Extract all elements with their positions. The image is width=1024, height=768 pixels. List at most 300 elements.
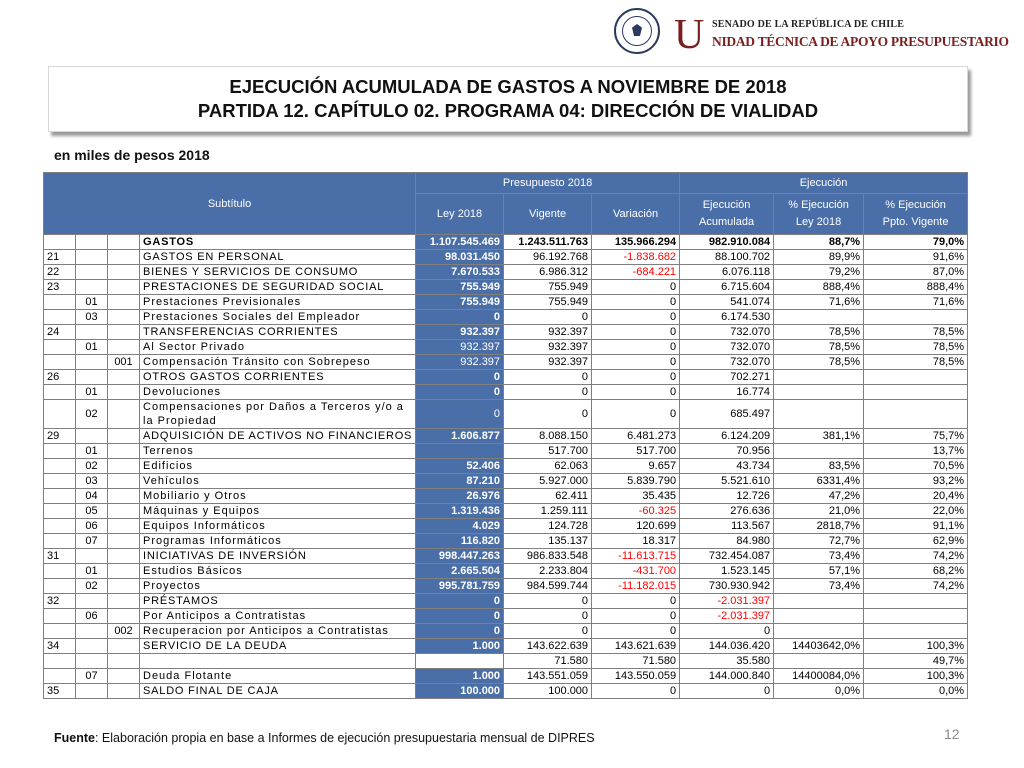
- cell-var: 6.481.273: [592, 429, 680, 444]
- cell-var: 0: [592, 310, 680, 325]
- table-body: [44, 235, 968, 699]
- cell-pley: [774, 400, 864, 429]
- cell-ley: 100.000: [416, 684, 504, 699]
- cell-acum: 732.454.087: [680, 549, 774, 564]
- cell-acum: -2.031.397: [680, 609, 774, 624]
- cell-pvig: 70,5%: [864, 459, 968, 474]
- cell-vig: 143.622.639: [504, 639, 592, 654]
- cell-c3: [108, 295, 140, 310]
- cell-vig: 0: [504, 310, 592, 325]
- cell-vig: 0: [504, 370, 592, 385]
- cell-acum: 730.930.942: [680, 579, 774, 594]
- cell-vig: 100.000: [504, 684, 592, 699]
- cell-c3: [108, 684, 140, 699]
- cell-acum: 6.076.118: [680, 265, 774, 280]
- cell-name: Devoluciones: [140, 385, 416, 400]
- cell-c1: 21: [44, 250, 76, 265]
- cell-c2: [76, 654, 108, 669]
- cell-acum: 5.521.610: [680, 474, 774, 489]
- cell-ley: 7.670.533: [416, 265, 504, 280]
- cell-pley: 79,2%: [774, 265, 864, 280]
- cell-var: 143.550.059: [592, 669, 680, 684]
- cell-pvig: 13,7%: [864, 444, 968, 459]
- cell-pley: 83,5%: [774, 459, 864, 474]
- cell-ley: 0: [416, 609, 504, 624]
- cell-ley: 1.000: [416, 669, 504, 684]
- cell-c2: 02: [76, 400, 108, 429]
- cell-c2: 03: [76, 474, 108, 489]
- cell-c1: [44, 534, 76, 549]
- cell-c3: 001: [108, 355, 140, 370]
- table-row: [44, 235, 968, 250]
- cell-ley: 995.781.759: [416, 579, 504, 594]
- cell-var: 9.657: [592, 459, 680, 474]
- table-row: [44, 265, 968, 280]
- cell-acum: 113.567: [680, 519, 774, 534]
- cell-c3: [108, 235, 140, 250]
- cell-acum: 0: [680, 684, 774, 699]
- cell-name: Equipos Informáticos: [140, 519, 416, 534]
- cell-pvig: 888,4%: [864, 280, 968, 295]
- cell-acum: 70.956: [680, 444, 774, 459]
- cell-c2: [76, 265, 108, 280]
- cell-pley: 0,0%: [774, 684, 864, 699]
- cell-pley: [774, 654, 864, 669]
- table-row: [44, 340, 968, 355]
- logo-letter: U: [674, 12, 705, 58]
- cell-name: GASTOS EN PERSONAL: [140, 250, 416, 265]
- cell-c1: [44, 295, 76, 310]
- cell-pley: 73,4%: [774, 549, 864, 564]
- cell-pley: 2818,7%: [774, 519, 864, 534]
- cell-var: 18.317: [592, 534, 680, 549]
- cell-ley: 0: [416, 310, 504, 325]
- cell-var: 143.621.639: [592, 639, 680, 654]
- cell-c3: [108, 564, 140, 579]
- cell-var: -1.838.682: [592, 250, 680, 265]
- cell-c1: [44, 310, 76, 325]
- cell-pvig: 68,2%: [864, 564, 968, 579]
- table-row: [44, 250, 968, 265]
- cell-pvig: 78,5%: [864, 340, 968, 355]
- cell-pley: 47,2%: [774, 489, 864, 504]
- cell-pley: 6331,4%: [774, 474, 864, 489]
- cell-c3: [108, 609, 140, 624]
- cell-c2: [76, 280, 108, 295]
- cell-name: SERVICIO DE LA DEUDA: [140, 639, 416, 654]
- cell-name: Mobiliario y Otros: [140, 489, 416, 504]
- cell-vig: 6.986.312: [504, 265, 592, 280]
- cell-c1: [44, 385, 76, 400]
- table-row: [44, 579, 968, 594]
- cell-c1: [44, 669, 76, 684]
- cell-vig: 124.728: [504, 519, 592, 534]
- table-row: [44, 474, 968, 489]
- cell-c3: [108, 639, 140, 654]
- cell-pley: [774, 310, 864, 325]
- cell-pley: [774, 444, 864, 459]
- table-row: [44, 564, 968, 579]
- cell-name: GASTOS: [140, 235, 416, 250]
- cell-var: 0: [592, 684, 680, 699]
- cell-c3: [108, 519, 140, 534]
- cell-ley: 52.406: [416, 459, 504, 474]
- cell-name: Vehículos: [140, 474, 416, 489]
- header-ejecucion: Ejecución: [680, 173, 968, 194]
- cell-c1: [44, 564, 76, 579]
- cell-var: -11.613.715: [592, 549, 680, 564]
- cell-c2: [76, 684, 108, 699]
- table-row: [44, 429, 968, 444]
- cell-acum: 35.580: [680, 654, 774, 669]
- cell-c2: [76, 325, 108, 340]
- cell-ley: 1.319.436: [416, 504, 504, 519]
- cell-name: Estudios Básicos: [140, 564, 416, 579]
- cell-c2: [76, 639, 108, 654]
- cell-c1: 26: [44, 370, 76, 385]
- cell-name: Proyectos: [140, 579, 416, 594]
- cell-pvig: 100,3%: [864, 669, 968, 684]
- cell-var: -431.700: [592, 564, 680, 579]
- cell-acum: 6.174.530: [680, 310, 774, 325]
- cell-pvig: 0,0%: [864, 684, 968, 699]
- cell-name: Por Anticipos a Contratistas: [140, 609, 416, 624]
- table-row: [44, 385, 968, 400]
- cell-c1: [44, 400, 76, 429]
- cell-var: 5.839.790: [592, 474, 680, 489]
- cell-c1: [44, 489, 76, 504]
- header-pct-ley: % Ejecución Ley 2018: [774, 194, 864, 235]
- cell-var: 0: [592, 355, 680, 370]
- cell-acum: 144.000.840: [680, 669, 774, 684]
- cell-acum: 732.070: [680, 340, 774, 355]
- cell-c2: 01: [76, 385, 108, 400]
- cell-name: Al Sector Privado: [140, 340, 416, 355]
- cell-c3: [108, 594, 140, 609]
- title-line1: EJECUCIÓN ACUMULADA DE GASTOS A NOVIEMBRE DE 2018: [229, 76, 787, 97]
- cell-pvig: [864, 624, 968, 639]
- table-row: [44, 459, 968, 474]
- cell-var: 0: [592, 385, 680, 400]
- cell-c3: [108, 579, 140, 594]
- cell-pvig: 78,5%: [864, 355, 968, 370]
- cell-var: 0: [592, 624, 680, 639]
- cell-vig: 143.551.059: [504, 669, 592, 684]
- table-row: [44, 684, 968, 699]
- table-row: [44, 609, 968, 624]
- cell-var: 517.700: [592, 444, 680, 459]
- cell-name: BIENES Y SERVICIOS DE CONSUMO: [140, 265, 416, 280]
- cell-pley: [774, 385, 864, 400]
- cell-c2: 01: [76, 444, 108, 459]
- cell-c2: [76, 235, 108, 250]
- table-row: [44, 325, 968, 340]
- cell-acum: 6.124.209: [680, 429, 774, 444]
- table-row: [44, 504, 968, 519]
- cell-c1: 34: [44, 639, 76, 654]
- cell-ley: 0: [416, 370, 504, 385]
- logo-line2: NIDAD TÉCNICA DE APOYO PRESUPUESTARIO: [712, 34, 1009, 49]
- cell-name: Deuda Flotante: [140, 669, 416, 684]
- cell-acum: 88.100.702: [680, 250, 774, 265]
- cell-c2: [76, 624, 108, 639]
- cell-ley: 26.976: [416, 489, 504, 504]
- cell-var: 0: [592, 370, 680, 385]
- header-ley: Ley 2018: [416, 194, 504, 235]
- cell-c3: [108, 400, 140, 429]
- cell-pvig: 91,6%: [864, 250, 968, 265]
- cell-vig: 755.949: [504, 295, 592, 310]
- cell-ley: 0: [416, 624, 504, 639]
- cell-pley: 73,4%: [774, 579, 864, 594]
- cell-vig: 0: [504, 624, 592, 639]
- cell-c2: 04: [76, 489, 108, 504]
- cell-pvig: 91,1%: [864, 519, 968, 534]
- cell-var: 35.435: [592, 489, 680, 504]
- table-row: [44, 355, 968, 370]
- cell-pley: 71,6%: [774, 295, 864, 310]
- cell-vig: 0: [504, 594, 592, 609]
- cell-pvig: 20,4%: [864, 489, 968, 504]
- cell-pvig: 79,0%: [864, 235, 968, 250]
- cell-c3: [108, 459, 140, 474]
- table-row: [44, 594, 968, 609]
- cell-pvig: 74,2%: [864, 549, 968, 564]
- cell-c3: [108, 310, 140, 325]
- cell-c1: 29: [44, 429, 76, 444]
- cell-name: Programas Informáticos: [140, 534, 416, 549]
- cell-pvig: [864, 400, 968, 429]
- cell-c1: [44, 624, 76, 639]
- cell-name: PRESTACIONES DE SEGURIDAD SOCIAL: [140, 280, 416, 295]
- cell-c3: [108, 444, 140, 459]
- cell-c1: [44, 459, 76, 474]
- units-label: en miles de pesos 2018: [54, 147, 210, 163]
- cell-c1: [44, 579, 76, 594]
- cell-var: 0: [592, 295, 680, 310]
- page-number: 12: [944, 726, 960, 742]
- cell-c1: [44, 654, 76, 669]
- cell-c2: 01: [76, 295, 108, 310]
- cell-c2: 07: [76, 534, 108, 549]
- cell-c3: [108, 489, 140, 504]
- cell-name: Terrenos: [140, 444, 416, 459]
- cell-pvig: 49,7%: [864, 654, 968, 669]
- cell-acum: 144.036.420: [680, 639, 774, 654]
- cell-var: -60.325: [592, 504, 680, 519]
- cell-vig: 5.927.000: [504, 474, 592, 489]
- cell-c2: 01: [76, 340, 108, 355]
- cell-c1: [44, 519, 76, 534]
- cell-pley: [774, 609, 864, 624]
- cell-vig: 135.137: [504, 534, 592, 549]
- cell-ley: 0: [416, 594, 504, 609]
- cell-vig: 96.192.768: [504, 250, 592, 265]
- cell-vig: 0: [504, 609, 592, 624]
- cell-ley: 1.000: [416, 639, 504, 654]
- cell-c1: 31: [44, 549, 76, 564]
- cell-ley: 998.447.263: [416, 549, 504, 564]
- cell-vig: 8.088.150: [504, 429, 592, 444]
- cell-pley: [774, 624, 864, 639]
- cell-acum: 685.497: [680, 400, 774, 429]
- cell-acum: 6.715.604: [680, 280, 774, 295]
- cell-ley: 0: [416, 385, 504, 400]
- cell-c1: 32: [44, 594, 76, 609]
- cell-acum: 43.734: [680, 459, 774, 474]
- cell-pley: 78,5%: [774, 355, 864, 370]
- cell-ley: 2.665.504: [416, 564, 504, 579]
- cell-acum: -2.031.397: [680, 594, 774, 609]
- cell-pley: 78,5%: [774, 325, 864, 340]
- cell-pley: [774, 370, 864, 385]
- cell-pley: [774, 594, 864, 609]
- cell-ley: 932.397: [416, 355, 504, 370]
- table-row: [44, 444, 968, 459]
- cell-name: Máquinas y Equipos: [140, 504, 416, 519]
- senate-seal-logo: [614, 8, 660, 54]
- cell-var: 0: [592, 325, 680, 340]
- table-row: [44, 370, 968, 385]
- cell-vig: 984.599.744: [504, 579, 592, 594]
- cell-name: ADQUISICIÓN DE ACTIVOS NO FINANCIEROS: [140, 429, 416, 444]
- cell-c3: [108, 654, 140, 669]
- table-row: [44, 310, 968, 325]
- cell-pley: 89,9%: [774, 250, 864, 265]
- cell-pley: 381,1%: [774, 429, 864, 444]
- footer-source: Fuente: Elaboración propia en base a Informes de ejecución presupuestaria mensual de DIPRES: [54, 731, 595, 745]
- cell-ley: [416, 444, 504, 459]
- cell-c2: 01: [76, 564, 108, 579]
- cell-c1: 23: [44, 280, 76, 295]
- table-row: [44, 534, 968, 549]
- cell-c3: [108, 265, 140, 280]
- cell-c3: [108, 669, 140, 684]
- cell-pvig: 62,9%: [864, 534, 968, 549]
- cell-c2: [76, 549, 108, 564]
- cell-pley: 72,7%: [774, 534, 864, 549]
- cell-c3: 002: [108, 624, 140, 639]
- cell-vig: 62.063: [504, 459, 592, 474]
- cell-acum: 276.636: [680, 504, 774, 519]
- cell-name: PRÉSTAMOS: [140, 594, 416, 609]
- cell-c1: [44, 444, 76, 459]
- cell-vig: 62.411: [504, 489, 592, 504]
- cell-name: Prestaciones Previsionales: [140, 295, 416, 310]
- cell-pvig: [864, 370, 968, 385]
- cell-c3: [108, 534, 140, 549]
- table-row: [44, 519, 968, 534]
- cell-var: 120.699: [592, 519, 680, 534]
- cell-c1: 35: [44, 684, 76, 699]
- cell-name: Compensaciones por Daños a Terceros y/o a la Propiedad: [140, 400, 416, 429]
- cell-var: 135.966.294: [592, 235, 680, 250]
- cell-c2: [76, 429, 108, 444]
- cell-c2: 02: [76, 459, 108, 474]
- cell-acum: 541.074: [680, 295, 774, 310]
- cell-name: INICIATIVAS DE INVERSIÓN: [140, 549, 416, 564]
- cell-vig: 1.243.511.763: [504, 235, 592, 250]
- cell-pley: 14400084,0%: [774, 669, 864, 684]
- cell-var: 0: [592, 280, 680, 295]
- cell-pley: 14403642,0%: [774, 639, 864, 654]
- cell-name: Edificios: [140, 459, 416, 474]
- table-row: [44, 624, 968, 639]
- cell-var: 0: [592, 594, 680, 609]
- cell-c1: [44, 474, 76, 489]
- table-row: [44, 654, 968, 669]
- cell-c2: 03: [76, 310, 108, 325]
- cell-pvig: 100,3%: [864, 639, 968, 654]
- cell-c1: [44, 340, 76, 355]
- table-row: [44, 669, 968, 684]
- cell-c2: 02: [76, 579, 108, 594]
- cell-ley: 116.820: [416, 534, 504, 549]
- cell-pvig: [864, 385, 968, 400]
- budget-table: [43, 172, 968, 699]
- cell-c3: [108, 370, 140, 385]
- cell-c1: [44, 235, 76, 250]
- cell-acum: 12.726: [680, 489, 774, 504]
- cell-c3: [108, 549, 140, 564]
- cell-vig: 755.949: [504, 280, 592, 295]
- cell-c2: [76, 370, 108, 385]
- cell-acum: 16.774: [680, 385, 774, 400]
- table-row: [44, 489, 968, 504]
- cell-ley: 4.029: [416, 519, 504, 534]
- cell-pley: 57,1%: [774, 564, 864, 579]
- header-presupuesto: Presupuesto 2018: [416, 173, 680, 194]
- cell-c2: [76, 250, 108, 265]
- cell-ley: 87.210: [416, 474, 504, 489]
- cell-vig: 932.397: [504, 340, 592, 355]
- cell-name: Compensación Tránsito con Sobrepeso: [140, 355, 416, 370]
- cell-c3: [108, 385, 140, 400]
- cell-c2: 06: [76, 609, 108, 624]
- cell-pvig: [864, 594, 968, 609]
- cell-var: 0: [592, 609, 680, 624]
- cell-c2: 06: [76, 519, 108, 534]
- cell-pvig: 74,2%: [864, 579, 968, 594]
- cell-vig: 932.397: [504, 355, 592, 370]
- cell-c3: [108, 504, 140, 519]
- cell-c3: [108, 474, 140, 489]
- cell-vig: 1.259.111: [504, 504, 592, 519]
- cell-vig: 932.397: [504, 325, 592, 340]
- cell-vig: 517.700: [504, 444, 592, 459]
- cell-var: -684.221: [592, 265, 680, 280]
- cell-c3: [108, 340, 140, 355]
- cell-c2: [76, 355, 108, 370]
- table-row: [44, 295, 968, 310]
- header-variacion: Variación: [592, 194, 680, 235]
- cell-pvig: 78,5%: [864, 325, 968, 340]
- cell-ley: 932.397: [416, 325, 504, 340]
- cell-ley: 1.107.545.469: [416, 235, 504, 250]
- cell-acum: 702.271: [680, 370, 774, 385]
- cell-ley: 755.949: [416, 295, 504, 310]
- cell-c3: [108, 325, 140, 340]
- title-line2: PARTIDA 12. CAPÍTULO 02. PROGRAMA 04: DIRECCIÓN DE VIALIDAD: [197, 100, 819, 121]
- cell-c3: [108, 429, 140, 444]
- cell-c1: [44, 355, 76, 370]
- cell-var: 0: [592, 340, 680, 355]
- cell-ley: 1.606.877: [416, 429, 504, 444]
- cell-pvig: [864, 310, 968, 325]
- cell-c1: 24: [44, 325, 76, 340]
- cell-c2: 05: [76, 504, 108, 519]
- cell-name: [140, 654, 416, 669]
